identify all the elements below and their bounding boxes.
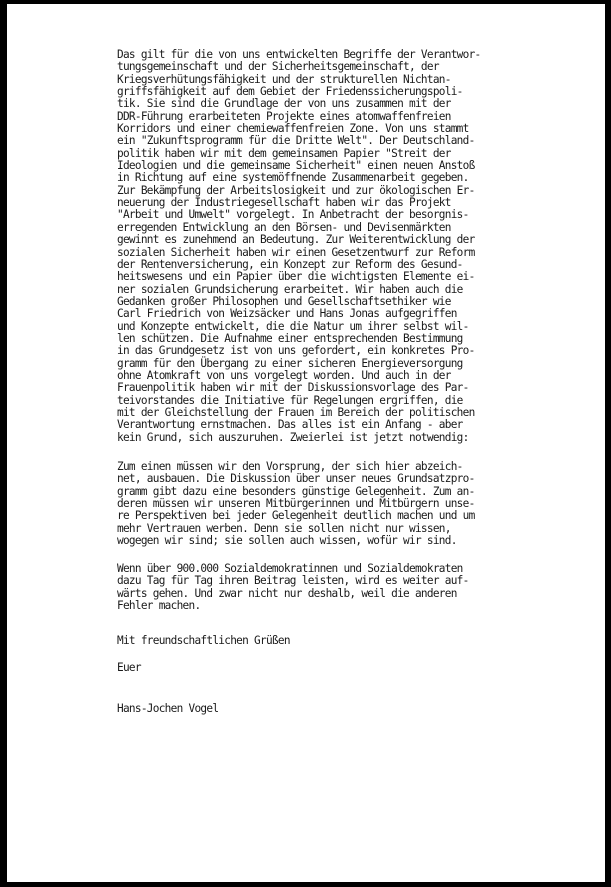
text-line: kein Grund, sich auszuruhen. Zweierlei ist jetzt notwendig: xyxy=(117,430,469,444)
text-line: Das gilt für die von uns entwickelten Begriffe der Verantwor- xyxy=(117,48,481,61)
text-line: heitswesens und ein Papier über die wichtigsten Elemente ei- xyxy=(117,270,475,284)
text-line: Zur Bekämpfung der Arbeitslosigkeit und zur ökologischen Er- xyxy=(117,183,475,197)
text-line: und Konzepte entwickelt, die die Natur um ihrer selbst wil- xyxy=(117,319,469,333)
text-line: len schützen. Die Aufnahme einer entsprechenden Bestimmung xyxy=(117,331,463,345)
text-line: Zum einen müssen wir den Vorsprung, der sich hier abzeich- xyxy=(117,460,463,473)
text-line: politik haben wir mit dem gemeinsamen Papier "Streit der xyxy=(117,146,451,160)
text-line: der Rentenversicherung, ein Konzept zur Reform des Gesund- xyxy=(117,257,463,271)
text-line: mit der Gleichstellung der Frauen im Bereich der politischen xyxy=(117,405,475,419)
text-line: in Richtung auf eine systemöffnende Zusammenarbeit gegeben. xyxy=(117,171,469,185)
text-line: wogegen wir sind; sie sollen auch wissen, wofür wir sind. xyxy=(117,534,457,548)
letter-page xyxy=(7,4,605,882)
text-line: in das Grundgesetz ist von uns gefordert, ein konkretes Pro- xyxy=(117,344,475,358)
text-line: tik. Sie sind die Grundlage der von uns zusammen mit der xyxy=(117,97,451,111)
text-line: sozialen Sicherheit haben wir einen Gesetzentwurf zur Reform xyxy=(117,245,475,259)
text-line: neuerung der Industriegesellschaft haben wir das Projekt xyxy=(117,196,451,210)
text-line: ohne Atomkraft von uns vorgelegt worden. Und auch in der xyxy=(117,368,451,382)
salutation-euer: Euer xyxy=(117,661,141,674)
text-line: DDR-Führung erarbeiteten Projekte eines atomwaffenfreien xyxy=(117,109,451,123)
text-line: dazu Tag für Tag ihren Beitrag leisten, wird es weiter auf- xyxy=(117,574,469,588)
text-line: "Arbeit und Umwelt" vorgelegt. In Anbetracht der besorgnis- xyxy=(117,208,469,222)
text-line: deren müssen wir unseren Mitbürgerinnen und Mitbürgern unse- xyxy=(117,497,475,511)
text-line: Fehler machen. xyxy=(117,599,201,613)
text-line: griffsfähigkeit auf dem Gebiet der Friedenssicherungspoli- xyxy=(117,85,463,99)
text-line: mehr Vertrauen werben. Denn sie sollen nicht nur wissen, xyxy=(117,521,451,535)
text-line: Frauenpolitik haben wir mit der Diskussionsvorlage des Par- xyxy=(117,381,469,395)
text-line: Wenn über 900.000 Sozialdemokratinnen und Sozialdemokraten xyxy=(117,562,463,575)
text-line: Carl Friedrich von Weizsäcker und Hans Jonas aufgegriffen xyxy=(117,307,457,321)
text-line: re Perspektiven bei jeder Gelegenheit deutlich machen und um xyxy=(117,509,475,523)
text-line: wärts gehen. Und zwar nicht nur deshalb, weil die anderen xyxy=(117,586,457,600)
text-line: gramm für den Übergang zu einer sicheren Energieversorgung xyxy=(117,356,463,370)
paragraph-3 xyxy=(117,563,571,612)
text-line: teivorstandes die Initiative für Regelungen ergriffen, die xyxy=(117,393,463,407)
text-line: ein "Zukunftsprogramm für die Dritte Welt". Der Deutschland- xyxy=(117,134,475,148)
text-line: gewinnt es zunehmend an Bedeutung. Zur Weiterentwicklung der xyxy=(117,233,475,247)
text-line: gramm gibt dazu eine besonders günstige Gelegenheit. Zum an- xyxy=(117,484,475,498)
closing-line: Mit freundschaftlichen Grüßen xyxy=(117,634,290,647)
paragraph-2 xyxy=(117,461,571,547)
text-line: tungsgemeinschaft und der Sicherheitsgemeinschaft, der xyxy=(117,60,439,74)
text-line: Gedanken großer Philosophen und Gesellschaftsethiker wie xyxy=(117,294,451,308)
text-line: Korridors und einer chemiewaffenfreien Zone. Von uns stammt xyxy=(117,122,469,136)
paragraph-1 xyxy=(117,49,571,444)
text-line: Kriegsverhütungsfähigkeit und der strukturellen Nichtan- xyxy=(117,72,451,86)
signature-name: Hans-Jochen Vogel xyxy=(117,702,219,715)
text-line: net, ausbauen. Die Diskussion über unser neues Grundsatzpro- xyxy=(117,472,475,486)
text-line: ner sozialen Grundsicherung erarbeitet. Wir haben auch die xyxy=(117,282,463,296)
text-line: Ideologien und die gemeinsame Sicherheit" einen neuen Anstoß xyxy=(117,159,475,173)
text-line: erregenden Entwicklung an den Börsen- und Devisenmärkten xyxy=(117,220,451,234)
text-line: Verantwortung ernstmachen. Das alles ist ein Anfang - aber xyxy=(117,418,463,432)
